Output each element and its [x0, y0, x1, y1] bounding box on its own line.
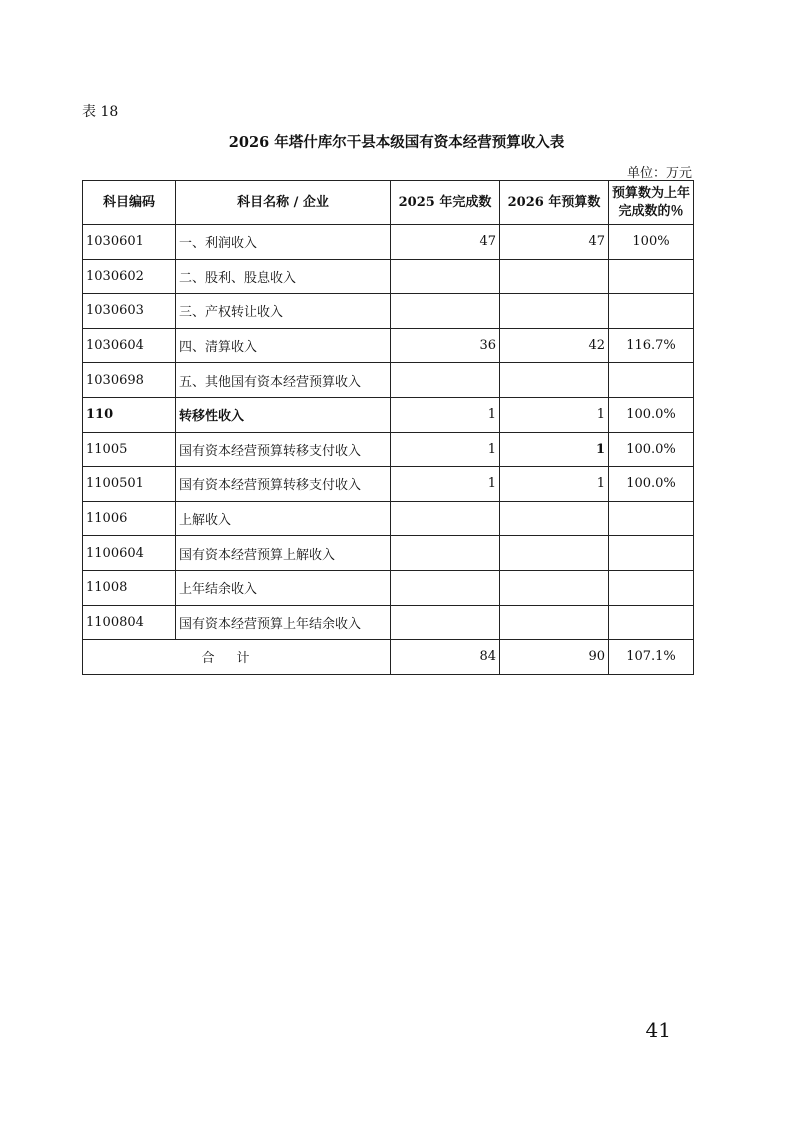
row-code: 1030601 [83, 225, 176, 260]
row-budget-2026: 1 [500, 467, 609, 502]
row-name: 国有资本经营预算转移支付收入 [176, 432, 391, 467]
table-row [83, 328, 694, 363]
total-ratio: 107.1% [609, 640, 694, 675]
row-budget-2026 [500, 363, 609, 398]
row-completed-2025 [391, 363, 500, 398]
row-completed-2025 [391, 570, 500, 605]
header-code: 科目编码 [83, 181, 176, 225]
row-completed-2025: 1 [391, 397, 500, 432]
row-budget-2026: 47 [500, 225, 609, 260]
row-code: 11005 [83, 432, 176, 467]
row-code: 1030602 [83, 259, 176, 294]
row-ratio: 100.0% [609, 397, 694, 432]
row-name: 三、产权转让收入 [176, 294, 391, 329]
header-ratio: 预算数为上年完成数的％ [609, 181, 694, 225]
header-budget-2026: 2026 年预算数 [500, 181, 609, 225]
page-title: 2026 年塔什库尔干县本级国有资本经营预算收入表 [228, 134, 565, 151]
row-name: 转移性收入 [176, 397, 391, 432]
row-ratio [609, 605, 694, 640]
row-code: 1100804 [83, 605, 176, 640]
row-budget-2026: 42 [500, 328, 609, 363]
header-completed-2025: 2025 年完成数 [391, 181, 500, 225]
table-row [83, 467, 694, 502]
row-completed-2025: 1 [391, 467, 500, 502]
row-completed-2025 [391, 605, 500, 640]
page-number: 41 [645, 1018, 671, 1042]
row-ratio [609, 570, 694, 605]
row-completed-2025: 47 [391, 225, 500, 260]
table-row [83, 432, 694, 467]
row-completed-2025 [391, 259, 500, 294]
row-budget-2026 [500, 536, 609, 571]
row-ratio [609, 536, 694, 571]
row-budget-2026 [500, 501, 609, 536]
row-code: 1030603 [83, 294, 176, 329]
table-header-row [83, 181, 694, 225]
header-name: 科目名称 / 企业 [176, 181, 391, 225]
row-code: 1030698 [83, 363, 176, 398]
row-ratio: 100% [609, 225, 694, 260]
row-name: 国有资本经营预算上年结余收入 [176, 605, 391, 640]
row-completed-2025: 1 [391, 432, 500, 467]
table-row [83, 605, 694, 640]
row-code: 11008 [83, 570, 176, 605]
table-label: 表 18 [82, 104, 119, 120]
row-name: 五、其他国有资本经营预算收入 [176, 363, 391, 398]
row-ratio: 116.7% [609, 328, 694, 363]
row-name: 国有资本经营预算上解收入 [176, 536, 391, 571]
row-budget-2026 [500, 294, 609, 329]
row-budget-2026 [500, 570, 609, 605]
table-row [83, 259, 694, 294]
row-name: 上年结余收入 [176, 570, 391, 605]
row-ratio [609, 363, 694, 398]
table-row [83, 225, 694, 260]
total-budget-2026: 90 [500, 640, 609, 675]
total-row [83, 640, 694, 675]
row-name: 上解收入 [176, 501, 391, 536]
budget-table [82, 180, 694, 675]
row-name: 四、清算收入 [176, 328, 391, 363]
row-code: 110 [83, 397, 176, 432]
total-completed-2025: 84 [391, 640, 500, 675]
table-row [83, 501, 694, 536]
row-code: 1100604 [83, 536, 176, 571]
row-ratio: 100.0% [609, 467, 694, 502]
table-row [83, 363, 694, 398]
row-code: 1100501 [83, 467, 176, 502]
row-ratio [609, 294, 694, 329]
row-budget-2026 [500, 605, 609, 640]
unit-label: 单位：万元 [626, 166, 692, 181]
row-budget-2026: 1 [500, 432, 609, 467]
table-row [83, 294, 694, 329]
row-name: 国有资本经营预算转移支付收入 [176, 467, 391, 502]
row-ratio [609, 259, 694, 294]
row-ratio [609, 501, 694, 536]
row-ratio: 100.0% [609, 432, 694, 467]
row-completed-2025 [391, 501, 500, 536]
table-row [83, 397, 694, 432]
table-row [83, 570, 694, 605]
row-budget-2026 [500, 259, 609, 294]
row-name: 二、股利、股息收入 [176, 259, 391, 294]
total-label: 合计 [83, 640, 391, 675]
row-budget-2026: 1 [500, 397, 609, 432]
row-name: 一、利润收入 [176, 225, 391, 260]
row-completed-2025 [391, 294, 500, 329]
row-code: 11006 [83, 501, 176, 536]
row-completed-2025 [391, 536, 500, 571]
row-completed-2025: 36 [391, 328, 500, 363]
row-code: 1030604 [83, 328, 176, 363]
table-row [83, 536, 694, 571]
